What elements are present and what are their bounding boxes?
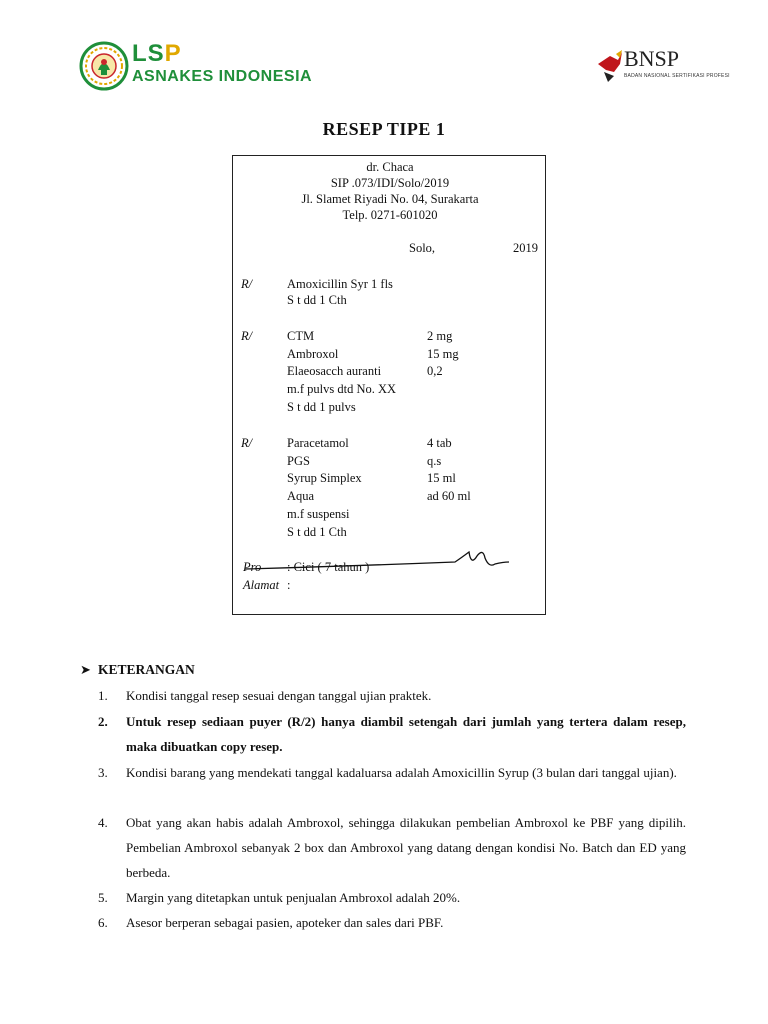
r3-signa: S t dd 1 Cth xyxy=(287,525,347,539)
r3-item-name: PGS xyxy=(287,454,310,468)
r2-item-dose: 15 mg xyxy=(427,347,459,361)
r3-item-dose: q.s xyxy=(427,454,442,468)
list-number: 5. xyxy=(98,890,108,905)
lsp-logo-title: LSP xyxy=(132,40,182,67)
r2-item-name: Elaeosacch auranti xyxy=(287,364,382,378)
list-number: 1. xyxy=(98,688,108,703)
r3-item-dose: 15 ml xyxy=(427,471,456,485)
document-title: RESEP TIPE 1 xyxy=(322,119,446,139)
keterangan-heading: KETERANGAN xyxy=(98,662,195,677)
doctor-address: Jl. Slamet Riyadi No. 04, Surakarta xyxy=(301,192,479,206)
alamat-label: Alamat xyxy=(243,578,280,592)
signature-icon xyxy=(233,544,547,584)
prescription-year: 2019 xyxy=(513,241,538,255)
r1-signa: S t dd 1 Cth xyxy=(287,293,347,307)
list-number: 6. xyxy=(98,915,108,930)
bnsp-logo-subtitle: BADAN NASIONAL SERTIFIKASI PROFESI xyxy=(624,73,730,79)
r3-symbol: R/ xyxy=(241,436,253,450)
pro-value: : Cici ( 7 tahun ) xyxy=(287,560,370,574)
list-item: Obat yang akan habis adalah Ambroxol, sehingga dilakukan pembelian Ambroxol ke PBF yang dipilih. Pembelian Ambroxol sebanyak 2 box dan Ambroxol yang datang dengan kondisi No. Batch dan ED yang berbeda. xyxy=(126,815,686,880)
r3-item-dose: ad 60 ml xyxy=(427,489,471,503)
arrow-bullet-icon: ➤ xyxy=(80,662,91,677)
lsp-logo-subtitle: ASNAKES INDONESIA xyxy=(132,68,313,85)
list-item: Kondisi barang yang mendekati tanggal kadaluarsa adalah Amoxicillin Syrup (3 bulan dari tanggal ujian). xyxy=(126,765,677,780)
r2-item-dose: 2 mg xyxy=(427,329,453,343)
alamat-value: : xyxy=(287,578,291,592)
r3-item-dose: 4 tab xyxy=(427,436,452,450)
r3-item-name: Paracetamol xyxy=(287,436,349,450)
list-item: Kondisi tanggal resep sesuai dengan tanggal ujian praktek. xyxy=(126,688,432,703)
doctor-name: dr. Chaca xyxy=(366,160,414,174)
r2-item-name: CTM xyxy=(287,329,315,343)
list-item: Margin yang ditetapkan untuk penjualan Ambroxol adalah 20%. xyxy=(126,890,461,905)
prescription-box xyxy=(232,155,546,615)
r1-drug: Amoxicillin Syr 1 fls xyxy=(287,277,393,291)
bnsp-logo-title: BNSP xyxy=(624,46,680,71)
list-item: Untuk resep sediaan puyer (R/2) hanya diambil setengah dari jumlah yang tertera dalam resep, maka dibuatkan copy resep. xyxy=(126,714,686,754)
r1-symbol: R/ xyxy=(241,277,253,291)
list-number: 2. xyxy=(98,714,108,729)
list-number: 4. xyxy=(98,815,108,830)
r3-item-name: Syrup Simplex xyxy=(287,471,362,485)
prescription-place: Solo, xyxy=(409,241,436,255)
list-item: Asesor berperan sebagai pasien, apoteker dan sales dari PBF. xyxy=(126,915,444,930)
r3-instruction: m.f suspensi xyxy=(287,507,350,521)
r2-item-dose: 0,2 xyxy=(427,364,443,378)
doctor-sip: SIP .073/IDI/Solo/2019 xyxy=(330,176,450,190)
list-number: 3. xyxy=(98,765,108,780)
r2-symbol: R/ xyxy=(241,329,253,343)
pro-label: Pro xyxy=(243,560,262,574)
r2-item-name: Ambroxol xyxy=(287,347,339,361)
doctor-phone: Telp. 0271-601020 xyxy=(342,208,438,222)
r2-signa: S t dd 1 pulvs xyxy=(287,400,356,414)
r2-instruction: m.f pulvs dtd No. XX xyxy=(287,382,397,396)
r3-item-name: Aqua xyxy=(287,489,315,503)
